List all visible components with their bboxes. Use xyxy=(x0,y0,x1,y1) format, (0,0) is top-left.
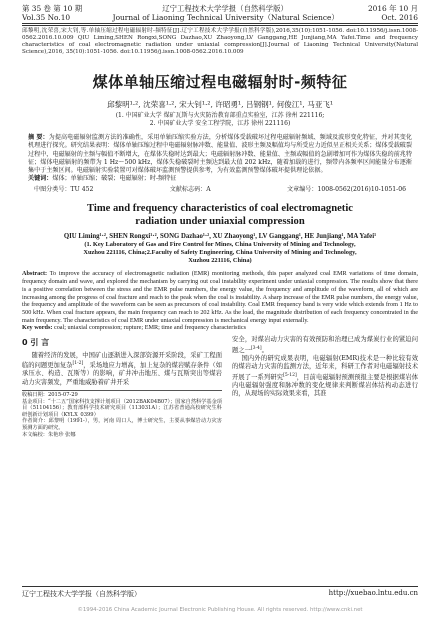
date-cn: 2016 年 10 月 xyxy=(367,4,418,13)
english-abstract-label: Abstract: xyxy=(22,270,48,278)
intro-paragraph-1-text: 随着经济的发展，中国矿山逐渐进入深部资源开采阶段，采矿工程面临的问题更加复杂 xyxy=(22,351,222,370)
footnote-author-bio: 作者简介：邱黎明（1991-），男，河南 周口人，博士研究生，主要从事煤岩动力灾害预测方面的研究。 xyxy=(22,418,222,431)
chinese-affiliations xyxy=(22,112,418,128)
english-affiliation-line-3: Xuzhou 221116, China) xyxy=(188,257,252,265)
journal-name-cn: 辽宁工程技术大学学报（自然科学版） xyxy=(162,4,288,13)
citation-block: 邱黎明,沈荣喜,宋大钊,等.单轴压缩过程电磁辐射时-频特征[J].辽宁工程技术大学学报(自然科学版),2016,35(10):1051-1056. doi:10.11956/j.issn.1008-0562.2016.10.009 QIU Liming,SHEN Rongxi,SONG Dazhao,XU Zhaoyong,LV Ganggang,HE Junjiang,MA Yafei.Time and frequency characteristics of coal electromagnetic radiation under uniaxial compression[J].Journal of Liaoning Technical University(Natural Science),2016, 35(10):1051-1056. doi:10.11956/j.issn.1008-0562.2016.10.009 xyxy=(22,28,418,56)
body-column-left xyxy=(22,336,222,438)
chinese-abstract xyxy=(22,134,418,174)
chinese-authors: 邱黎明¹·², 沈荣喜¹·², 宋大钊¹·², 许昭勇¹, 吕钢钢¹, 何俊江¹, 马亚飞¹ xyxy=(106,100,334,110)
english-keywords-text: coal; uniaxial compression; rupture; EMR; time and frequency characteristics xyxy=(53,324,247,332)
header-cn-row xyxy=(22,0,418,13)
reference-marker: [5-12] xyxy=(283,372,297,378)
footer-row xyxy=(22,587,418,599)
chinese-affiliation-1: (1. 中国矿业大学 煤矿瓦斯与火灾防治教育部重点实验室，江苏 徐州 221116; xyxy=(115,112,325,120)
intro-paragraph-1-cont-text: 安全，对煤岩动力灾害的有效预防和治理已成为煤炭行业的紧迫问题之一 xyxy=(232,336,418,354)
english-title-line-2: radiation under uniaxial compression xyxy=(135,215,305,227)
footnote-received: 收稿日期：2015-07-29 xyxy=(22,391,78,398)
english-title-line-1: Time and frequency characteristics of coal electromagnetic xyxy=(87,202,353,214)
reference-marker: [3-4] xyxy=(250,345,262,351)
english-authors: QIU Liming¹·², SHEN Rongxi¹·², SONG Dazhao¹·², XU Zhaoyong¹, LV Ganggang¹, HE Junjiang¹, MA Yafei¹ xyxy=(63,232,377,240)
chinese-keywords-text: 煤体；单轴压缩；破裂；电磁辐射；时-频特征 xyxy=(52,174,177,182)
document-code: 文献标志码：A xyxy=(169,185,211,193)
footnotes xyxy=(22,390,222,438)
intro-paragraph-2-text: 国内外的研究成果表明，电磁辐射(EMR)技术是一种比较有效的煤岩动力灾害的监测方法，近年来，科研工作者对电磁辐射技术开展了一系列研究 xyxy=(232,355,418,381)
english-keywords-label: Key words: xyxy=(22,324,53,332)
intro-paragraph-1-cont-end: 。 xyxy=(261,346,268,354)
footer-journal-name: 辽宁工程技术大学学报（自然科学版） xyxy=(22,590,141,598)
reference-marker: [1-2] xyxy=(72,360,84,366)
article-number: 文章编号：1008-0562(2016)10-1051-06 xyxy=(287,185,406,193)
journal-name-en: Journal of Liaoning Technical University（Natural Science） xyxy=(112,13,339,22)
volume-cn: 第 35 卷 第 10 期 xyxy=(22,4,83,13)
footnote-funding: 基金项目：“十二五”国家科技支撑计划项目（2012BAK04B07）；国家自然科学基金项目（51104156）；教育部科学技术研究项目（113031A）；江苏省普通高校研究生科研创新计划项目（KYLX_0399） xyxy=(22,398,222,418)
volume-en: Vol.35 No.10 xyxy=(22,13,71,22)
english-abstract-text: To improve the accuracy of electromagnetic radiation (EMR) monitoring methods, this paper analyzed coal EMR variations of time domain, frequency domain and wave, and explored the mechanism by carrying out coal instability experiment under uniaxial compression. The results show that there is a positive correlation between the stress and the EMR pulse numbers, the energy value, the frequency and amplitude of the waveform, all of which are increasing among the progress of coal fracture and reach to the peak when the coal is instability. A sharp increase of the EMR pulse numbers, the energy value, the frequency and amplitude of the waveform can be seen as precursors of coal instability. Coal EMR frequency band is very wide which extends from 1 Hz to 500 kHz. When coal fracture appears, the main frequency can reach to 202 kHz. As the load, the magnitude distribution of each frequency concentrated in the main frequency. The characteristics of coal EMR under uniaxial compression is mechanical energy input externally. xyxy=(22,270,418,324)
header-rule xyxy=(22,23,418,24)
english-abstract xyxy=(22,270,418,324)
intro-paragraph-1-text-cont: ，采场地应力增高，加上复杂的煤岩赋存条件（如承压水、构造、瓦斯等）的影响，矿井冲击地压、煤与瓦斯突出等煤岩动力灾害频发，严重地威胁着矿井开采 xyxy=(22,362,223,386)
footnote-editor: 本文编校：朱艳珍 张娜 xyxy=(22,431,76,438)
english-keywords xyxy=(22,324,418,332)
copyright-watermark: ©1994-2016 China Academic Journal Electronic Publishing House. All rights reserved. http://www.cnki.net xyxy=(77,607,363,613)
english-affiliations xyxy=(22,241,418,266)
chinese-abstract-text: 为提高电磁辐射监测方法的准确性，采用单轴压缩实验方法，分析煤体受载破坏过程电磁辐射频域、频域及波形变化特征，并对其变化机理进行探究。研究结果表明：煤体单轴压缩过程中电磁辐射脉冲数、能量值、波形主频及幅值均与所受应力近似呈正相关关系；煤体受载破裂过程中，电磁辐射的主频与幅值不断增大，在煤体失稳时达到最大；电磁辐射脉冲数、能量值、主频或幅值的急剧增加可作为煤体失稳的前兆特征；煤体电磁辐射的频带为 1 Hz～500 kHz，煤体失稳破裂时主频达到最大值 202 kHz，随着加载的进行，频带内各频率区间能量分布逐渐集中于主频区间。电磁辐射实验装置可对煤体破坏监测预警提供参考，为有效监测预警煤体破坏提供理论依据。 xyxy=(28,134,413,174)
english-affiliation-line-1: (1. Key Laboratory of Gas and Fire Control for Mines, China University of Mining and Technology, xyxy=(84,240,356,248)
header-en-row xyxy=(22,13,418,22)
chinese-abstract-label: 摘 要： xyxy=(28,134,49,142)
intro-paragraph-2-text-cont: ，目前电磁辐射预测预报主要是根据煤岩体内电磁辐射强度和脉冲数的变化规律来判断煤岩体结构动态进行的，从现场的实际效果来看，其准 xyxy=(232,373,419,398)
date-en: Oct. 2016 xyxy=(381,13,418,22)
chinese-affiliation-2: 2. 中国矿业大学 安全工程学院，江苏 徐州 221116) xyxy=(149,120,291,128)
classification-number: 中图分类号：TU 452 xyxy=(34,185,94,193)
chinese-keywords-label: 关键词： xyxy=(28,174,53,182)
intro-paragraph-1 xyxy=(22,352,222,387)
section-heading-introduction: 0 引 言 xyxy=(22,338,50,348)
page-footer xyxy=(22,586,418,599)
chinese-keywords xyxy=(22,175,418,183)
english-title xyxy=(22,202,418,228)
body-columns xyxy=(22,336,418,438)
chinese-title: 煤体单轴压缩过程电磁辐射时-频特征 xyxy=(92,73,348,92)
classification-row xyxy=(22,184,418,193)
english-affiliation-line-2: Xuzhou 221116, China;2.Faculty of Safety Engineering, China University of Mining and Technology, xyxy=(83,249,357,257)
footer-journal-url[interactable]: http://xuebao.lntu.edu.cn xyxy=(328,589,418,597)
intro-paragraph-1-cont xyxy=(232,336,418,355)
intro-paragraph-2 xyxy=(232,355,418,399)
body-column-right xyxy=(232,336,418,438)
header-rule-thin xyxy=(22,25,418,26)
